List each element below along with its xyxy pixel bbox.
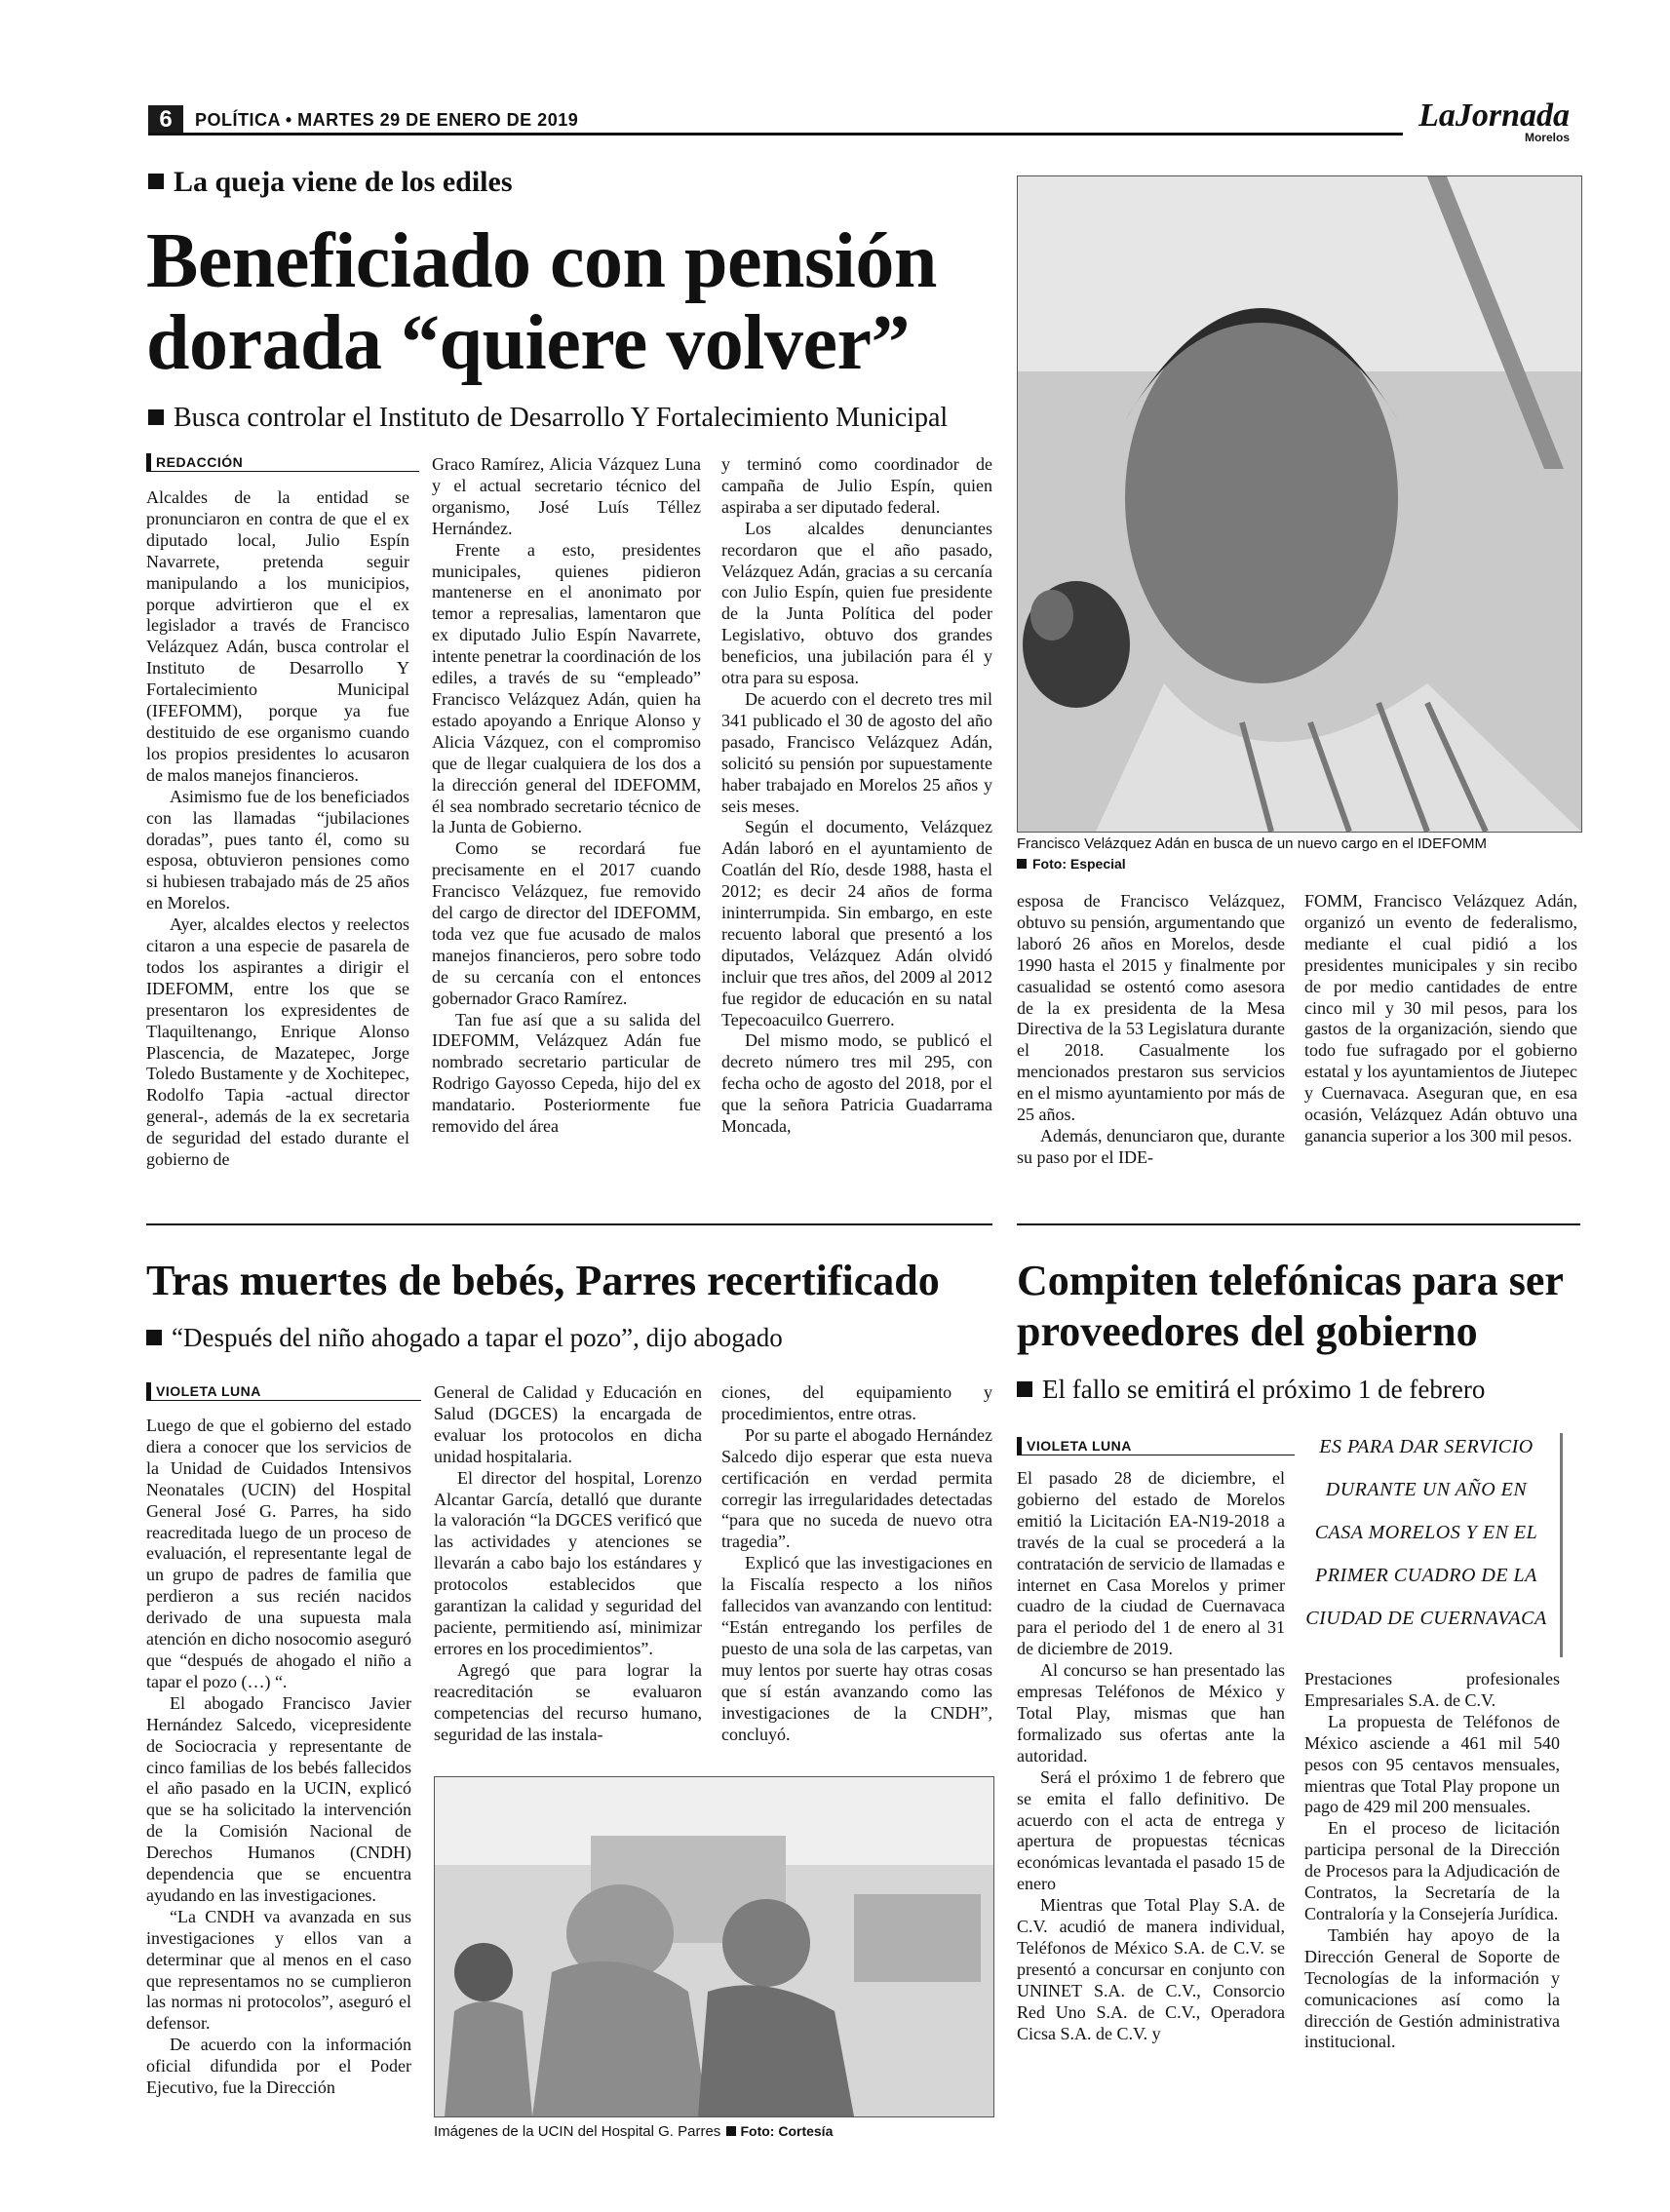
header-rule	[148, 133, 1403, 136]
paragraph: Alcaldes de la entidad se pronunciaron en contra de que el ex diputado local, Julio Espín Navarrete, pretenda seguir manipulando a los municipios, porque advirtieron que el ex legislador a través de Francisco Velázquez Adán, busca controlar el Instituto de Desarrollo Y Fortalecimiento Municipal (IFEFOMM), porque ya fue destituido de ese organismo cuando los propios presidentes lo acusaron de malos manejos financieros.	[146, 487, 409, 785]
pull-quote-line: CIUDAD DE CUERNAVACA	[1305, 1608, 1547, 1629]
paragraph: Explicó que las investigaciones en la Fiscalía respecto a los niños fallecidos van avanzando con lentitud: “Están entregando los perfiles de puesto de una sola de las carpetas, van muy lentos por suerte hay otras cosas que sí están avanzando como las investigaciones de la CNDH”, concluyó.	[721, 1553, 992, 1744]
article3-byline: VIOLETA LUNA	[1017, 1437, 1295, 1455]
article1-headline: Beneficiado con pensión dorada “quiere volver”	[146, 218, 937, 386]
paragraph: esposa de Francisco Velázquez, obtuvo su pensión, argumentando que laboró 26 años en Morelos, desde 1990 hasta el 2015 y finalmente por casualidad se ostentó como asesora de la ex presidenta de la Mesa Directiva de la 53 Legislatura durante el 2018. Casualmente los mencionados prestaron sus servicios en el mismo ayuntamiento por más de 25 años.	[1017, 891, 1285, 1125]
article1-kicker: La queja viene de los ediles	[148, 166, 1006, 199]
paragraph: FOMM, Francisco Velázquez Adán, organizó un evento de federalismo, mediante el cual pidió a los presidentes municipales y sin recibo de por medio cantidades de entre cinco mil y 30 mil pesos, para los gastos de la organización, siendo que todo fue sufragado por el gobierno estatal y los ayuntamientos de Jiutepec y Cuernavaca. Aseguran que, en esa ocasión, Velázquez Adán obtuvo una ganancia superior a los 300 mil pesos.	[1304, 891, 1577, 1145]
article1-photo-caption: Francisco Velázquez Adán en busca de un nuevo cargo en el IDEFOMM	[1017, 835, 1487, 852]
paragraph: Será el próximo 1 de febrero que se emita el fallo definitivo. De acuerdo con el acta de entrega y apertura de propuestas técnicas económicas levantada el pasado 15 de enero	[1017, 1766, 1285, 1894]
pull-quote-line: CASA MORELOS Y EN EL	[1314, 1522, 1538, 1543]
hospital-image	[435, 1777, 993, 2116]
paragraph: Los alcaldes denunciantes recordaron que el año pasado, Velázquez Adán, gracias a su cercanía con Julio Espín, quien fue presidente de la Junta Política del poder Legislativo, obtuvo dos grandes beneficios, una jubilación para él y otra para su esposa.	[721, 518, 992, 688]
paragraph: Luego de que el gobierno del estado diera a conocer que los servicios de la Unidad de Cuidados Intensivos Neonatales (UCIN) del Hospital General José G. Parres, ha sido reacreditada luego de un proceso de evaluación, el representante legal de un grupo de padres de familia que perdieron a sus recién nacidos derivado de una supuesta mala atención en dicho nosocomio aseguró que “después de ahogado el niño a tapar el pozo (…) “.	[146, 1416, 411, 1691]
section-date: POLÍTICA • MARTES 29 DE ENERO DE 2019	[195, 110, 579, 130]
page-number: 6	[148, 105, 183, 135]
article1-column-4	[1017, 891, 1285, 1169]
paragraph: Asimismo fue de los beneficiados con las llamadas “jubilaciones doradas”, pues tanto él, como su esposa, obtuvieron pensiones como si hubiesen trabajado más de 25 años en Morelos.	[146, 786, 409, 913]
article3-headline: Compiten telefónicas para ser proveedores del gobierno	[1017, 1257, 1564, 1355]
article3-column-2	[1304, 1669, 1560, 2053]
square-bullet-icon	[148, 174, 164, 189]
pull-quote	[1304, 1425, 1548, 1640]
paragraph: Además, denunciaron que, durante su paso por el IDE-	[1017, 1125, 1285, 1167]
paragraph: General de Calidad y Educación en Salud (DGCES) la encargada de evaluar los protocolos en dicha unidad hospitalaria.	[434, 1382, 702, 1466]
article1-column-3	[721, 454, 992, 1138]
article2-headline: Tras muertes de bebés, Parres recertificado	[146, 1257, 940, 1304]
paragraph: Ayer, alcaldes electos y reelectos citaron a una especie de pasarela de todos los aspirantes a dirigir el IDEFOMM, entre los que se presentaron los expresidentes de Tlaquiltenango, Enrique Alonso Plascencia, de Mazatepec, Jorge Toledo Bustamente y de Xochitepec, Rodolfo Tapia -actual director general-, además de la ex secretaria de seguridad del estado durante el gobierno de	[146, 914, 409, 1170]
paragraph: “La CNDH va avanzada en sus investigaciones y ellos van a determinar que al menos en el caso que representamos no se cumplieron las normas ni protocolos”, aseguró el defensor.	[146, 1906, 411, 2034]
article2-photo	[434, 1776, 994, 2117]
paragraph: Al concurso se han presentado las empresas Teléfonos de México y Total Play, mismas que han formalizado sus ofertas ante la autoridad.	[1017, 1660, 1285, 1766]
paragraph: y terminó como coordinador de campaña de Julio Espín, quien aspiraba a ser diputado federal.	[721, 454, 992, 517]
newspaper-logo: LaJornada	[1418, 97, 1570, 134]
article2-photo-caption: Imágenes de la UCIN del Hospital G. Parres Foto: Cortesía	[434, 2123, 834, 2140]
pull-quote-bar	[1560, 1433, 1563, 1657]
paragraph: La propuesta de Teléfonos de México asciende a 461 mil 540 pesos con 95 centavos mensuales, mientras que Total Play propone un pago de 429 mil 200 mensuales.	[1304, 1711, 1560, 1817]
newspaper-logo-sub: Morelos	[1524, 131, 1570, 144]
paragraph: Del mismo modo, se publicó el decreto número tres mil 295, con fecha ocho de agosto del 2018, por el que la señora Patricia Guadarrama Moncada,	[721, 1030, 992, 1137]
paragraph: El director del hospital, Lorenzo Alcantar García, detalló que durante la valoración “la DGCES verificó que las actividades y atenciones se llevarán a cabo bajo los estándares y protocolos establecidos que garantizan la calidad y seguridad del paciente, permitiendo así, minimizar errores en los procedimientos”.	[434, 1467, 702, 1658]
article2-subhead: “Después del niño ahogado a tapar el pozo”, dijo abogado	[146, 1322, 1004, 1353]
paragraph: Tan fue así que a su salida del IDEFOMM, Velázquez Adán fue nombrado secretario particular de Rodrigo Gayosso Cepeda, hijo del ex mandatario. Posteriormente fue removido del área	[432, 1009, 701, 1137]
article3-subhead: El fallo se emitirá el próximo 1 de febrero	[1017, 1374, 1582, 1405]
paragraph: Por su parte el abogado Hernández Salcedo dijo esperar que esta nueva certificación en verdad permita corregir las irregularidades detectadas “para que no suceda de nuevo otra tragedia”.	[721, 1424, 992, 1552]
paragraph: Como se recordará fue precisamente en el 2017 cuando Francisco Velázquez, fue removido del cargo de director del IDEFOMM, toda vez que fue acusado de malos manejos financieros, pero sobre todo de su cercanía con el entonces gobernador Graco Ramírez.	[432, 838, 701, 1008]
paragraph: Graco Ramírez, Alicia Vázquez Luna y el actual secretario técnico del organismo, José Luís Téllez Hernández.	[432, 454, 701, 538]
article1-column-2	[432, 454, 701, 1138]
article1-subhead: Busca controlar el Instituto de Desarrollo Y Fortalecimiento Municipal	[148, 402, 1006, 435]
paragraph: En el proceso de licitación participa personal de la Dirección de Procesos para la Adjudicación de Contratos, la Secretaría de la Contraloría y la Consejería Jurídica.	[1304, 1818, 1560, 1923]
paragraph: Prestaciones profesionales Empresariales S.A. de C.V.	[1304, 1669, 1560, 1710]
article2-byline: VIOLETA LUNA	[146, 1382, 421, 1401]
paragraph: Agregó que para lograr la reacreditación se evaluaron competencias del recurso humano, seguridad de las instala-	[434, 1659, 702, 1744]
pull-quote-line: ES PARA DAR SERVICIO	[1319, 1436, 1534, 1457]
article1-column-1	[146, 487, 409, 1171]
paragraph: Frente a esto, presidentes municipales, quienes pidieron mantenerse en el anonimato por temor a represalias, lamentaron que ex diputado Julio Espín Navarrete, intente penetrar la coordinación de los ediles, a través de su “empleado” Francisco Velázquez Adán, quien ha estado apoyando a Enrique Alonso y Alicia Vázquez, con el compromiso que de llegar cualquiera de los dos a la dirección general del IDEFOMM, él sea nombrado secretario técnico de la Junta de Gobierno.	[432, 539, 701, 837]
paragraph: ciones, del equipamiento y procedimientos, entre otras.	[721, 1382, 992, 1423]
article1-photo	[1017, 175, 1582, 833]
article3-column-1	[1017, 1468, 1285, 2044]
article1-column-5	[1304, 891, 1577, 1147]
square-bullet-icon	[1017, 859, 1027, 869]
paragraph: De acuerdo con la información oficial difundida por el Poder Ejecutivo, fue la Dirección	[146, 2035, 411, 2098]
paragraph: Mientras que Total Play S.A. de C.V. acudió de manera individual, Teléfonos de México S.A. de C.V. se presentó a concursar en conjunto con UNINET S.A. de C.V., Consorcio Red Uno S.A. de C.V., Operadora Cicsa S.A. de C.V. y	[1017, 1895, 1285, 2043]
square-bullet-icon	[1017, 1381, 1032, 1397]
article2-photo-credit: Foto: Cortesía	[740, 2123, 834, 2139]
portrait-image	[1018, 176, 1581, 832]
article2-column-1	[146, 1416, 411, 2099]
section-rule-left	[146, 1223, 992, 1225]
paragraph: De acuerdo con el decreto tres mil 341 publicado el 30 de agosto del año pasado, Francisco Velázquez Adán, solicitó su pensión por supuestamente haber trabajado en Morelos 25 años y seis meses.	[721, 688, 992, 816]
paragraph: Según el documento, Velázquez Adán laboró en el ayuntamiento de Coatlán del Río, desde 1988, hasta el 2012; es decir 24 años de forma ininterrumpida. Sin embargo, en este recuento laboral que presentó a los diputados, Velázquez Adán olvidó incluir que tres años, del 2009 al 2012 fue regidor de educación en su natal Tepecoacuilco Guerrero.	[721, 817, 992, 1029]
paragraph: El pasado 28 de diciembre, el gobierno del estado de Morelos emitió la Licitación EA-N19-2018 a través de la cual se procederá a la contratación de servicio de llamadas e internet en Casa Morelos y primer cuadro de la ciudad de Cuernavaca para el periodo del 1 de enero al 31 de diciembre de 2019.	[1017, 1468, 1285, 1659]
square-bullet-icon	[148, 409, 164, 425]
article2-column-2	[434, 1382, 702, 1745]
paragraph: El abogado Francisco Javier Hernández Salcedo, vicepresidente de Sociocracia y representante de cinco familias de los bebés fallecidos el año pasado en la UCIN, explicó que se ha solicitado la intervención de la Comisión Nacional de Derechos Humanos (CNDH) dependencia que se encuentra ayudando en las investigaciones.	[146, 1692, 411, 1905]
paragraph: También hay apoyo de la Dirección General de Soporte de Tecnologías de la información y comunicaciones así como la dirección de Gestión administrativa institucional.	[1304, 1924, 1560, 2052]
article1-photo-credit: Foto: Especial	[1017, 856, 1309, 872]
section-rule-right	[1017, 1223, 1580, 1225]
square-bullet-icon	[146, 1330, 162, 1345]
article2-column-3	[721, 1382, 992, 1745]
article1-byline: REDACCIÓN	[146, 453, 419, 472]
pull-quote-line: PRIMER CUADRO DE LA	[1315, 1565, 1537, 1586]
pull-quote-line: DURANTE UN AÑO EN	[1325, 1479, 1528, 1500]
square-bullet-icon	[726, 2126, 736, 2136]
